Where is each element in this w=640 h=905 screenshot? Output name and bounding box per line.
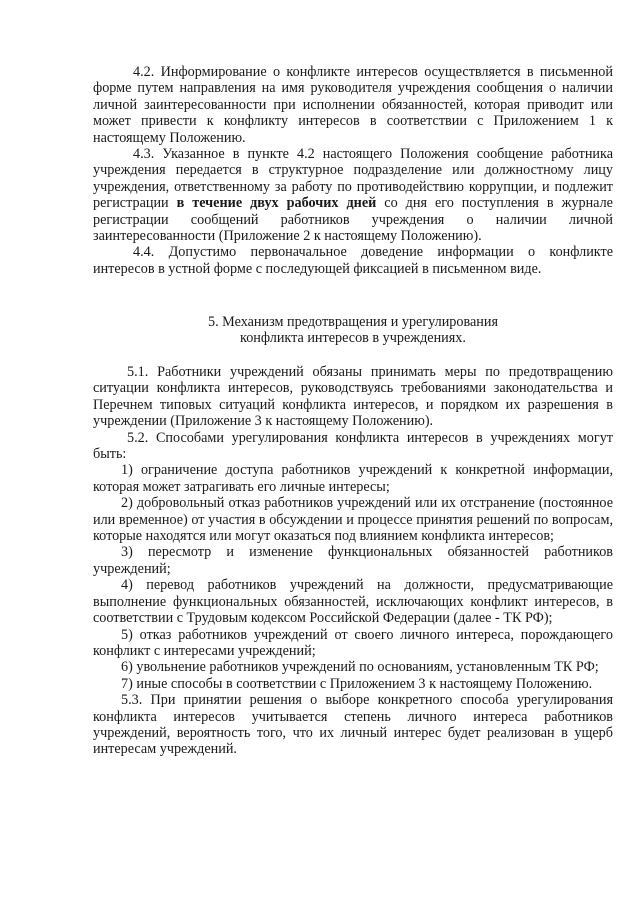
paragraph-4-3-end: со дня его поступления в журнале регистрации сообщений работников учреждения о наличии личной заинтересованности (Приложение 2 к настоящему Положению). [93,195,613,245]
list-item: 4) перевод работников учреждений на должности, предусматривающие выполнение функциональных обязанностей, исключающих конфликт интересов, в соответствии с Трудовым кодексом Российской Федерации (далее - ТК РФ); [93,577,613,627]
paragraph-4-2: 4.2. Информирование о конфликте интересов осуществляется в письменной форме путем направления на имя руководителя учреждения сообщения о наличии личной заинтересованности при исполнении обязанностей, которая приводит или может привести к конфликту интересов в соответствии с Приложением 1 к настоящему Положению. [93,64,613,146]
section-5-heading-line-2: конфликта интересов в учреждениях. [240,330,466,347]
paragraph-5-1: 5.1. Работники учреждений обязаны принимать меры по предотвращению ситуации конфликта интересов, руководствуясь требованиями законодательства и Перечнем типовых ситуаций конфликта интересов, и порядком их разрешения в учреждении (Приложение 3 к настоящему Положению). [93,364,613,430]
section-5-body [93,364,613,758]
section-5-heading [93,314,613,347]
paragraph-4-4: 4.4. Допустимо первоначальное доведение информации о конфликте интересов в устной форме с последующей фиксацией в письменном виде. [93,244,613,277]
list-item: 2) добровольный отказ работников учреждений или их отстранение (постоянное или временное) от участия в обсуждении и процессе принятия решений по вопросам, которые находятся или могут оказаться под влиянием конфликта интересов; [93,495,613,545]
paragraph-4-3-start: 4.3. Указанное в пункте 4.2 настоящего Положения сообщение работника учреждения передается в структурное подразделение или должностному лицу учреждения, ответственному за работу по противодействию коррупции, и подлежит регистрации [93,146,613,212]
list-item: 1) ограничение доступа работников учреждений к конкретной информации, которая может затрагивать его личные интересы; [93,462,613,495]
section-5-heading-line-1: 5. Механизм предотвращения и урегулирования [207,314,499,330]
section-4-body [93,64,613,277]
paragraph-5-2: 5.2. Способами урегулирования конфликта интересов в учреждениях могут быть: [93,429,613,463]
paragraph-4-3-deadline: в течение двух рабочих дней [176,195,377,212]
paragraph-5-3: 5.3. При принятии решения о выборе конкретного способа урегулирования конфликта интересов учитывается степень личного интереса работников учреждений, вероятность того, что их личный интерес будет реализован в ущерб интересам учреждений. [93,692,613,758]
list-item: 7) иные способы в соответствии с Приложением 3 к настоящему Положению. [121,675,593,692]
paragraph-4-3 [93,146,613,244]
list-item: 5) отказ работников учреждений от своего личного интереса, порождающего конфликт с интересами учреждений; [93,626,613,659]
list-item: 6) увольнение работников учреждений по основаниям, установленным ТК РФ; [121,659,599,676]
list-item: 3) пересмотр и изменение функциональных обязанностей работников учреждений; [93,544,613,577]
